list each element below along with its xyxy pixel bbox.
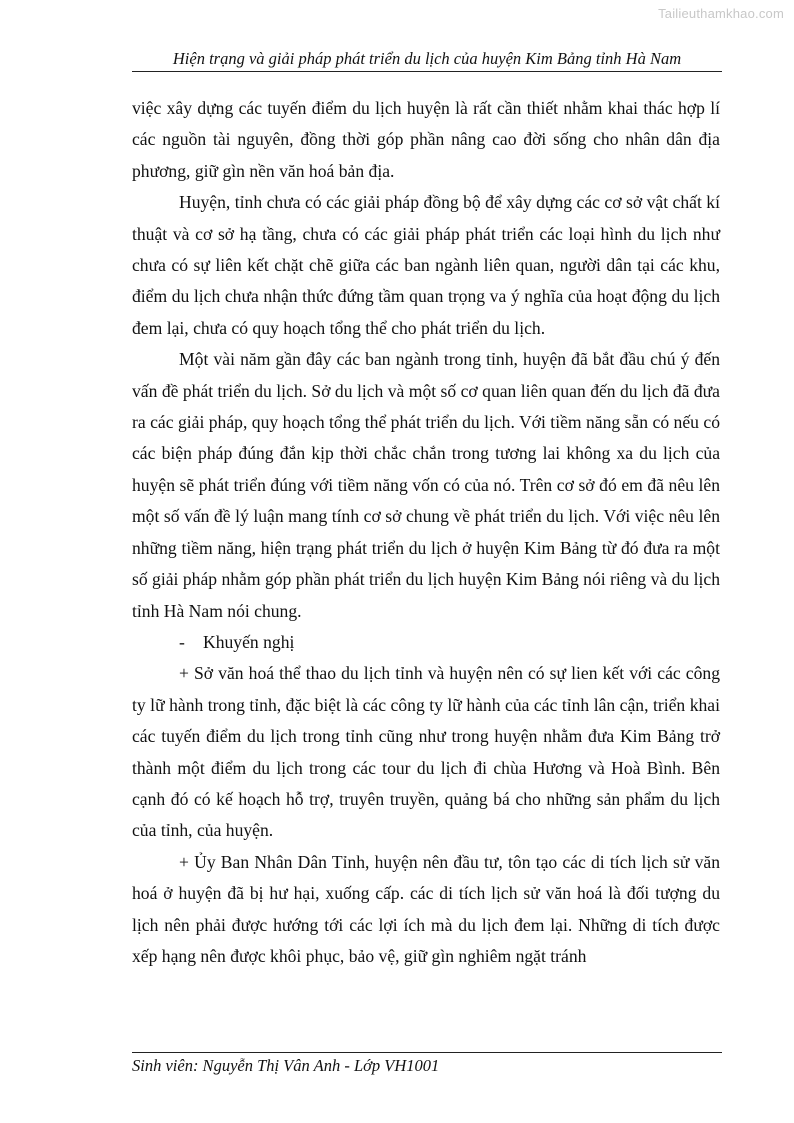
running-header: Hiện trạng và giải pháp phát triển du lịch của huyện Kim Bảng tỉnh Hà Nam [132,49,722,72]
dash-marker: - [179,631,185,652]
watermark-text: Tailieuthamkhao.com [658,6,784,21]
recommendation-heading [132,627,720,658]
paragraph: Một vài năm gần đây các ban ngành trong tỉnh, huyện đã bắt đầu chú ý đến vấn đề phát triển du lịch. Sở du lịch và một số cơ quan liên quan đến du lịch đã đưa ra các giải pháp, quy hoạch tổng thể phát triển du lịch. Với tiềm năng sẵn có nếu có các biện pháp đúng đắn kịp thời chắc chắn trong tương lai không xa du lịch của huyện sẽ phát triển đúng với tiềm năng vốn có của nó. Trên cơ sở đó em đã nêu lên một số vấn đề lý luận mang tính cơ sở chung về phát triển du lịch. Với việc nêu lên những tiềm năng, hiện trạng phát triển du lịch ở huyện Kim Bảng từ đó đưa ra một số giải pháp nhằm góp phần phát triển du lịch huyện Kim Bảng nói riêng và du lịch tỉnh Hà Nam nói chung. [132,349,720,621]
page-footer: Sinh viên: Nguyễn Thị Vân Anh - Lớp VH1001 [132,1052,722,1076]
paragraph-continuation: việc xây dựng các tuyến điểm du lịch huyện là rất cần thiết nhằm khai thác hợp lí các nguồn tài nguyên, đồng thời góp phần nâng cao đời sống cho nhân dân địa phương, giữ gìn nền văn hoá bản địa. [132,98,720,181]
recommendation-heading-label: Khuyến nghị [203,631,295,652]
paragraph: + Ủy Ban Nhân Dân Tỉnh, huyện nên đầu tư, tôn tạo các di tích lịch sử văn hoá ở huyện đã bị hư hại, xuống cấp. các di tích lịch sử văn hoá là đối tượng du lịch nên phải được hướng tới các lợi ích mà du lịch đem lại. Những di tích được xếp hạng nên được khôi phục, bảo vệ, giữ gìn nghiêm ngặt tránh [132,851,720,966]
paragraph: + Sở văn hoá thể thao du lịch tỉnh và huyện nên có sự lien kết với các công ty lữ hành trong tỉnh, đặc biệt là các công ty lữ hành của các tỉnh lân cận, triển khai các tuyến điểm du lịch trong tỉnh cũng như trong huyện nhằm đưa Kim Bảng trở thành một điểm du lịch trong các tour du lịch đi chùa Hương và Hoà Bình. Bên cạnh đó có kế hoạch hỗ trợ, truyên truyền, quảng bá cho những sản phẩm du lịch của tỉnh, của huyện. [132,663,720,841]
paragraph: Huyện, tỉnh chưa có các giải pháp đồng bộ để xây dựng các cơ sở vật chất kí thuật và cơ sở hạ tầng, chưa có các giải pháp phát triển các loại hình du lịch như chưa có sự liên kết chặt chẽ giữa các ban ngành liên quan, người dân tại các khu, điểm du lịch chưa nhận thức đứng tầm quan trọng va ý nghĩa của hoạt động du lịch đem lại, chưa có quy hoạch tổng thể cho phát triển du lịch. [132,192,720,338]
document-body [132,93,720,972]
